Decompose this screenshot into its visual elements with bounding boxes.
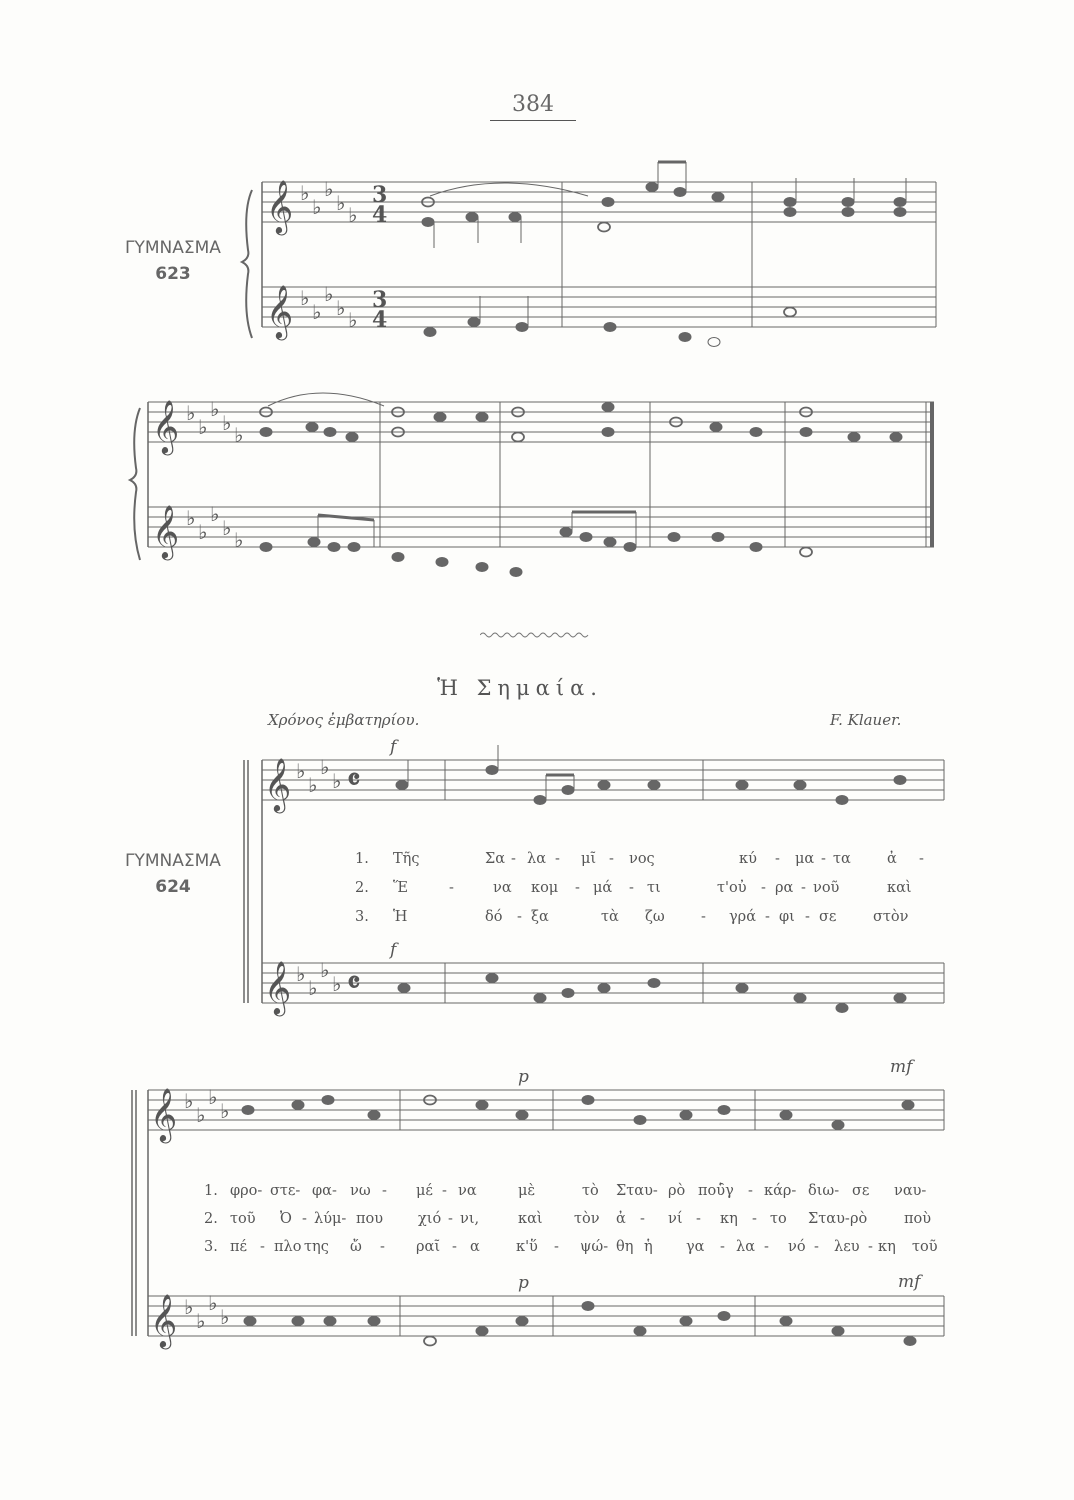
lyric-syllable: - (609, 851, 614, 867)
lyric-syllable: ἀ (616, 1211, 626, 1227)
key-signature-flats (184, 177, 357, 1333)
staff-624-2-treble (148, 1090, 944, 1130)
lyric-syllable: πλο (274, 1239, 302, 1255)
svg-text:♭: ♭ (198, 520, 208, 544)
lyric-syllable: μῖ (581, 851, 597, 867)
svg-text:♭: ♭ (220, 1305, 230, 1329)
verse-number: 2. (204, 1211, 218, 1227)
lyric-syllable: νι, (460, 1211, 480, 1227)
lyric-syllable: μα (795, 851, 815, 867)
dynamic-forte: f (390, 940, 397, 960)
lyric-syllable: καὶ (887, 880, 912, 896)
lyric-syllable: κύ (739, 851, 757, 867)
treble-clef-icon: 𝄞 (266, 179, 294, 233)
lyric-syllable: ποὐ̑γ (698, 1183, 734, 1199)
svg-text:♭: ♭ (220, 1099, 230, 1123)
verse-number: 3. (355, 909, 369, 925)
svg-text:♭: ♭ (348, 203, 358, 227)
lyric-syllable: - (805, 909, 810, 925)
treble-clef-icon: 𝄞 (150, 1087, 178, 1141)
dynamic-piano: p (518, 1067, 529, 1087)
lyric-syllable: νοῦ (813, 880, 840, 896)
lyric-syllable: τὰ (601, 909, 619, 925)
svg-text:♭: ♭ (312, 195, 322, 219)
svg-text:♭: ♭ (324, 177, 334, 201)
svg-text:♭: ♭ (336, 191, 346, 215)
lyric-syllable: - (575, 880, 580, 896)
lyric-syllable: φι (779, 909, 795, 925)
lyric-syllable: α (470, 1239, 480, 1255)
svg-text:♭: ♭ (296, 759, 306, 783)
lyric-syllable: - (449, 880, 454, 896)
verse-number: 2. (355, 880, 369, 896)
svg-text:♭: ♭ (222, 411, 232, 435)
svg-text:♭: ♭ (196, 1309, 206, 1333)
lyric-syllable: θη (616, 1239, 634, 1255)
lyric-syllable: γα (686, 1239, 705, 1255)
lyric-syllable: στὸν (873, 909, 909, 925)
svg-text:♭: ♭ (308, 976, 318, 1000)
time-sig-top: 3 (372, 182, 388, 208)
staff-624-2-bass (148, 1296, 944, 1336)
lyric-syllable: τὸν (574, 1211, 600, 1227)
lyric-syllable: - (748, 1183, 753, 1199)
svg-text:♭: ♭ (336, 296, 346, 320)
composer-name: F. Klauer. (830, 711, 902, 729)
lyric-syllable: σε (852, 1183, 870, 1199)
dynamic-mezzo-forte: mf (898, 1272, 921, 1292)
lyric-syllable: - (765, 909, 770, 925)
lyric-syllable: - (382, 1183, 387, 1199)
lyric-syllable: - (919, 851, 924, 867)
lyric-syllable: - (868, 1239, 873, 1255)
exercise-624-number: 624 (155, 877, 191, 897)
staff-623-1-treble (262, 182, 936, 222)
lyric-syllable: Σταυ- (616, 1183, 658, 1199)
treble-clef-icon: 𝄞 (152, 399, 180, 453)
lyric-syllable: σε (819, 909, 837, 925)
lyric-syllable: κη (878, 1239, 896, 1255)
svg-text:♭: ♭ (196, 1103, 206, 1127)
lyric-syllable: της (304, 1239, 329, 1255)
lyric-syllable: ρὸ (668, 1183, 686, 1199)
lyric-syllable: κ'ὕ (516, 1239, 538, 1255)
lyric-syllable: μέ (416, 1183, 433, 1199)
lyric-syllable: λευ (834, 1239, 860, 1255)
lyric-syllable: ποὺ (904, 1211, 932, 1227)
lyric-syllable: που (356, 1211, 384, 1227)
lyric-syllable: νό (788, 1239, 806, 1255)
time-sig-bottom: 4 (372, 202, 388, 228)
time-sig-bottom: 4 (372, 307, 388, 333)
svg-text:♭: ♭ (300, 286, 310, 310)
svg-text:♭: ♭ (222, 516, 232, 540)
staff-624-1-treble (262, 760, 944, 800)
lyric-syllable: πέ (230, 1239, 248, 1255)
page-number: 384 (512, 92, 554, 117)
lyric-syllable: - (814, 1239, 819, 1255)
lyric-syllable: φα- (312, 1183, 337, 1199)
lyric-syllable: τα (833, 851, 851, 867)
svg-text:♭: ♭ (186, 506, 196, 530)
lyric-syllable: - (554, 1239, 559, 1255)
lyric-syllable: Ὀ (280, 1211, 292, 1227)
treble-clef-icon: 𝄞 (264, 757, 292, 811)
lyric-syllable: ὤ (350, 1239, 362, 1255)
lyric-syllable: ρὸ (850, 1211, 868, 1227)
svg-text:♭: ♭ (324, 282, 334, 306)
lyric-syllable: - (260, 1239, 265, 1255)
svg-text:♭: ♭ (332, 972, 342, 996)
lyric-syllable: - (442, 1183, 447, 1199)
common-time-icon: 𝄴 (347, 966, 361, 1001)
verse-number: 3. (204, 1239, 218, 1255)
lyric-syllable: καὶ (518, 1211, 543, 1227)
lyric-syllable: Σταυ- (808, 1211, 850, 1227)
lyric-syllable: Ἕ (393, 880, 409, 896)
svg-text:♭: ♭ (210, 502, 220, 526)
svg-text:♭: ♭ (234, 423, 244, 447)
svg-text:♭: ♭ (184, 1089, 194, 1113)
lyric-syllable: - (629, 880, 634, 896)
lyric-syllable: τι (647, 880, 661, 896)
lyric-syllable: - (761, 880, 766, 896)
lyric-syllable: χιό (418, 1211, 442, 1227)
lyric-syllable: κομ (531, 880, 559, 896)
dynamic-forte: f (390, 737, 397, 757)
svg-text:♭: ♭ (208, 1291, 218, 1315)
svg-text:♭: ♭ (234, 528, 244, 552)
lyric-syllable: τοῦ (230, 1211, 256, 1227)
lyric-syllable: δό (485, 909, 503, 925)
lyric-syllable: - (701, 909, 706, 925)
lyric-syllable: - (448, 1211, 453, 1227)
lyric-syllable: - (696, 1211, 701, 1227)
svg-text:♭: ♭ (198, 415, 208, 439)
lyric-syllable: να (493, 880, 512, 896)
lyric-syllable: φρο- (230, 1183, 263, 1199)
staff-623-1-bass (262, 287, 936, 327)
lyric-syllable: νος (629, 851, 655, 867)
lyric-syllable: ρα (775, 880, 794, 896)
lyric-syllable: κη (720, 1211, 738, 1227)
lyric-syllable: ἡ (644, 1239, 653, 1255)
treble-clef-icon: 𝄞 (150, 1293, 178, 1347)
exercise-623-number: 623 (155, 264, 191, 284)
common-time-icon: 𝄴 (347, 763, 361, 798)
lyric-syllable: διω- (808, 1183, 840, 1199)
lyric-syllable: - (821, 851, 826, 867)
lyric-syllable: - (764, 1239, 769, 1255)
lyric-syllable: λα (527, 851, 546, 867)
svg-text:♭: ♭ (320, 958, 330, 982)
lyric-syllable: - (640, 1211, 645, 1227)
dynamic-piano: p (518, 1273, 529, 1293)
treble-clef-icon: 𝄞 (152, 504, 180, 558)
treble-clef-icon: 𝄞 (264, 960, 292, 1014)
lyric-syllable: ξα (531, 909, 549, 925)
lyric-syllable: ψώ- (580, 1239, 609, 1255)
lyric-syllable: Ἡ (393, 909, 408, 925)
lyric-syllable: - (302, 1211, 307, 1227)
lyric-syllable: - (775, 851, 780, 867)
lyric-syllable: ραῖ (416, 1239, 441, 1255)
svg-text:♭: ♭ (348, 308, 358, 332)
lyric-syllable: νί (668, 1211, 683, 1227)
lyric-syllable: ναυ- (894, 1183, 927, 1199)
staff-624-1-bass (262, 963, 944, 1003)
lyric-syllable: - (801, 880, 806, 896)
svg-text:♭: ♭ (332, 769, 342, 793)
lyric-syllable: - (720, 1239, 725, 1255)
lyric-syllable: κάρ- (764, 1183, 797, 1199)
lyric-syllable: ζω (645, 909, 665, 925)
svg-text:♭: ♭ (184, 1295, 194, 1319)
svg-text:♭: ♭ (300, 181, 310, 205)
staff-623-2-bass (148, 507, 934, 547)
svg-text:♭: ♭ (208, 1085, 218, 1109)
lyric-syllable: - (452, 1239, 457, 1255)
lyric-syllable: ἀ (887, 851, 897, 867)
lyric-syllable: - (752, 1211, 757, 1227)
svg-text:♭: ♭ (320, 755, 330, 779)
time-sig-top: 3 (372, 287, 388, 313)
lyric-syllable: τ'οὐ (717, 880, 747, 896)
lyric-syllable: λα (736, 1239, 755, 1255)
lyric-syllable: - (517, 909, 522, 925)
lyric-syllable: - (380, 1239, 385, 1255)
verse-number: 1. (204, 1183, 218, 1199)
tempo-marking: Χρόνος ἐμβατηρίου. (268, 711, 420, 729)
lyric-syllable: λύμ- (314, 1211, 347, 1227)
lyric-syllable: στε- (270, 1183, 301, 1199)
lyric-syllable: να (458, 1183, 477, 1199)
lyric-syllable: τοῦ (912, 1239, 938, 1255)
svg-text:♭: ♭ (210, 397, 220, 421)
exercise-624-title-label: ΓΥΜΝΑΣΜΑ (125, 851, 221, 871)
svg-text:♭: ♭ (186, 401, 196, 425)
lyric-syllable: νω (350, 1183, 371, 1199)
lyric-syllable: τὸ (582, 1183, 599, 1199)
treble-clef-icon: 𝄞 (266, 284, 294, 338)
svg-text:♭: ♭ (296, 962, 306, 986)
lyric-syllable: Τῆς (393, 851, 420, 867)
lyric-syllable: - (511, 851, 516, 867)
lyric-syllable: μά (593, 880, 613, 896)
lyric-syllable: Σα (485, 851, 506, 867)
lyric-syllable: μὲ (518, 1183, 536, 1199)
dynamic-mezzo-forte: mf (890, 1057, 913, 1077)
svg-text:♭: ♭ (312, 300, 322, 324)
lyric-syllable: το (770, 1211, 787, 1227)
verse-number: 1. (355, 851, 369, 867)
lyric-syllable: - (555, 851, 560, 867)
lyric-syllable: γρά (729, 909, 756, 925)
song-title: Ἡ Σημαία. (437, 676, 603, 700)
exercise-623-title: ΓΥΜΝΑΣΜΑ (125, 238, 221, 258)
notes (242, 162, 916, 1346)
svg-text:♭: ♭ (308, 773, 318, 797)
